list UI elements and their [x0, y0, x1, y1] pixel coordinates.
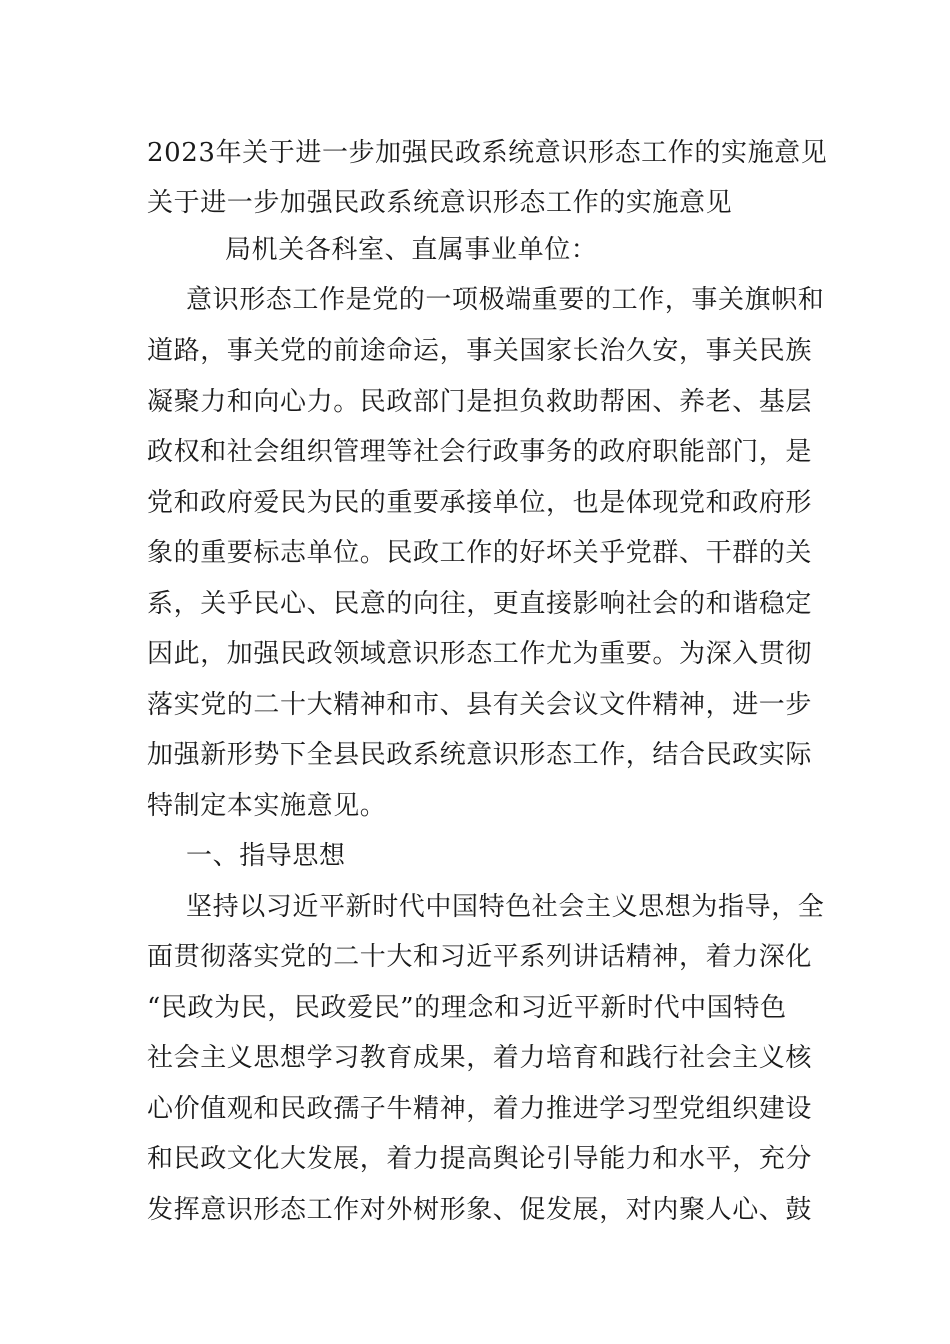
paragraph-line: “民政为民，民政爱民”的理念和习近平新时代中国特色 [147, 993, 787, 1023]
paragraph-line: 加强新形势下全县民政系统意识形态工作，结合民政实际 [147, 740, 813, 770]
paragraph-line: 落实党的二十大精神和市、县有关会议文件精神，进一步 [147, 690, 813, 720]
paragraph-line: 因此，加强民政领域意识形态工作尤为重要。为深入贯彻 [147, 639, 813, 669]
paragraph-line: 政权和社会组织管理等社会行政事务的政府职能部门，是 [147, 437, 813, 467]
paragraph-line: 象的重要标志单位。民政工作的好坏关乎党群、干群的关 [147, 538, 813, 568]
document-title: 2023年关于进一步加强民政系统意识形态工作的实施意见 [147, 138, 828, 168]
paragraph-line: 道路，事关党的前途命运，事关国家长治久安，事关民族 [147, 336, 813, 366]
salutation: 局机关各科室、直属事业单位： [225, 235, 598, 265]
paragraph-line: 坚持以习近平新时代中国特色社会主义思想为指导，全 [186, 892, 825, 922]
paragraph-line: 特制定本实施意见。 [147, 791, 387, 821]
paragraph-line: 和民政文化大发展，着力提高舆论引导能力和水平，充分 [147, 1144, 813, 1174]
section-heading: 一、指导思想 [186, 841, 346, 871]
paragraph-line: 社会主义思想学习教育成果，着力培育和践行社会主义核 [147, 1043, 813, 1073]
paragraph-line: 意识形态工作是党的一项极端重要的工作，事关旗帜和 [186, 285, 825, 315]
paragraph-line: 发挥意识形态工作对外树形象、促发展，对内聚人心、鼓 [147, 1195, 813, 1225]
paragraph-line: 心价值观和民政孺子牛精神，着力推进学习型党组织建设 [147, 1094, 813, 1124]
document-subtitle: 关于进一步加强民政系统意识形态工作的实施意见 [147, 188, 733, 218]
paragraph-line: 系，关乎民心、民意的向往，更直接影响社会的和谐稳定 [147, 589, 813, 619]
paragraph-line: 面贯彻落实党的二十大和习近平系列讲话精神，着力深化 [147, 942, 813, 972]
paragraph-line: 凝聚力和向心力。民政部门是担负救助帮困、养老、基层 [147, 387, 813, 417]
paragraph-line: 党和政府爱民为民的重要承接单位，也是体现党和政府形 [147, 488, 813, 518]
